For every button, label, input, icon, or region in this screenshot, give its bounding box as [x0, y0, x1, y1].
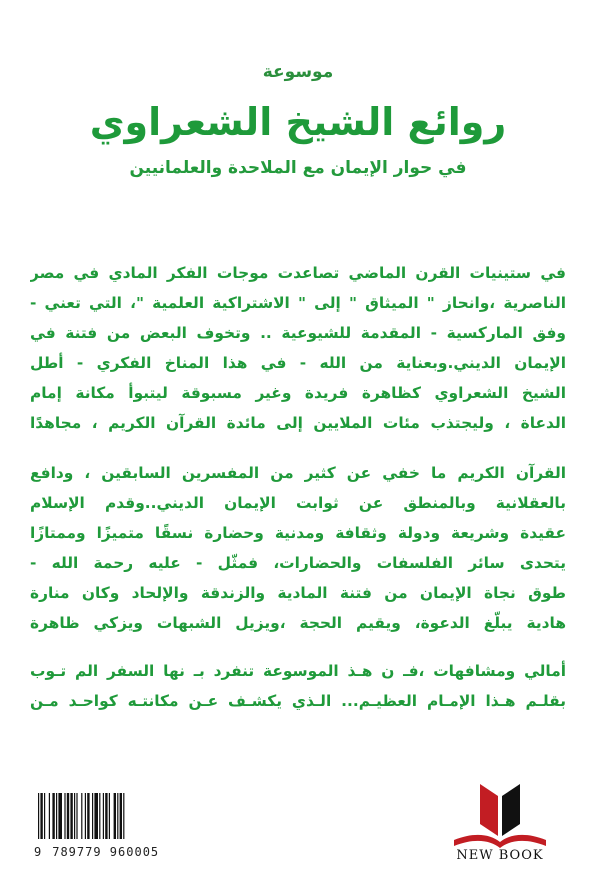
- barcode-digits: 789779 960005: [52, 845, 160, 859]
- barcode-bar: [49, 793, 50, 839]
- barcode-bar: [87, 793, 89, 839]
- blurb-line: وفق الماركسية - المقدمة للشيوعية .. وتخوف البعض من فتنة في: [30, 324, 566, 342]
- logo-black-flag: [502, 784, 520, 836]
- barcode-number: [34, 845, 184, 859]
- barcode-bar: [58, 793, 62, 839]
- book-subtitle: في حوار الإيمان مع الملاحدة والعلمانيين: [129, 158, 467, 178]
- barcode-bar: [70, 793, 72, 839]
- blurb-paragraph-3: [30, 656, 566, 716]
- blurb-line: بالعقلانية وبالمنطق عن ثوابت الإيمان الديني..وقدم الإسلام: [30, 494, 566, 512]
- barcode-bar: [85, 793, 86, 839]
- barcode-bar: [109, 793, 110, 839]
- logo-red-flag: [480, 784, 498, 836]
- barcode-bar: [117, 793, 118, 839]
- barcode-bar: [44, 793, 45, 839]
- barcode-bar: [40, 793, 42, 839]
- barcode-bar: [120, 793, 122, 839]
- barcode-bar: [76, 793, 77, 839]
- logo-red-pages: [454, 835, 500, 848]
- blurb-line: في ستينيات القرن الماضي تصاعدت موجات الفكر المادي في مصر: [30, 264, 566, 282]
- blurb-line: القرآن الكريم ما خفي عن كثير من المفسرين السابقين ، ودافع: [30, 464, 566, 482]
- barcode-bar: [114, 793, 116, 839]
- blurb-line: طوق نجاة الإيمان من فتنة المادية والزندقة والإلحاد وكان منارة: [30, 584, 566, 602]
- blurb-line: بقلـم هـذا الإمـام العظيـم... الـذي يكشـف عـن مكانتـه كواحـد مـن: [30, 692, 566, 710]
- barcode-bar: [94, 793, 98, 839]
- barcode-bar: [56, 793, 57, 839]
- barcode-bar: [103, 793, 104, 839]
- blurb-paragraph-2: [30, 458, 566, 638]
- blurb-line: الدعاة ، وليجتذب مئات الملايين إلى مائدة القرآن الكريم ، مجاهدًا: [30, 414, 566, 432]
- blurb-line: هادية يبلّغ الدعوة، ويقيم الحجة ،ويزيل الشبهات ويزكي ظاهرة: [30, 614, 566, 632]
- blurb-line: عقيدة وشريعة ودولة وثقافة ومدنية وحضارة نسقًا متميزًا وممتازًا: [30, 524, 566, 542]
- barcode-bar: [38, 793, 39, 839]
- barcode-bar: [67, 793, 69, 839]
- barcode-bar: [123, 793, 124, 839]
- barcode-bar: [105, 793, 107, 839]
- blurb-line: أمالي ومشافهات ،فـ ن هـذ الموسوعة تنفرد بـ نها السفر الم تـوب: [30, 662, 566, 680]
- blurb-line: يتحدى سائر الفلسفات والحضارات، فمثّل - عليه رحمة الله -: [30, 554, 566, 572]
- logo-red-pages-right: [500, 835, 546, 848]
- barcode-bar: [64, 793, 65, 839]
- barcode-bar: [52, 793, 54, 839]
- barcode-bar: [99, 793, 100, 839]
- blurb-line: الإيمان الديني.وبعناية من الله - في هذا المناخ الفكري - أطل: [30, 354, 566, 372]
- barcode-bar: [74, 793, 75, 839]
- book-title: روائع الشيخ الشعراوي: [89, 100, 507, 144]
- barcode-bar: [92, 793, 93, 839]
- publisher-name: NEW BOOK: [456, 848, 544, 863]
- blurb-paragraph-1: [30, 258, 566, 438]
- barcode-first-digit: 9: [34, 845, 43, 859]
- barcode-bar: [81, 793, 82, 839]
- barcode: [34, 793, 184, 839]
- blurb-line: الناصرية ،وانحاز " الميثاق " إلى " الاشتراكية العلمية "، التي تعني -: [30, 294, 566, 312]
- series-label: موسوعة: [262, 62, 334, 82]
- blurb-line: الشيخ الشعراوي كظاهرة فريدة وغير مسبوقة ليتبوأ مكانة إمام: [30, 384, 566, 402]
